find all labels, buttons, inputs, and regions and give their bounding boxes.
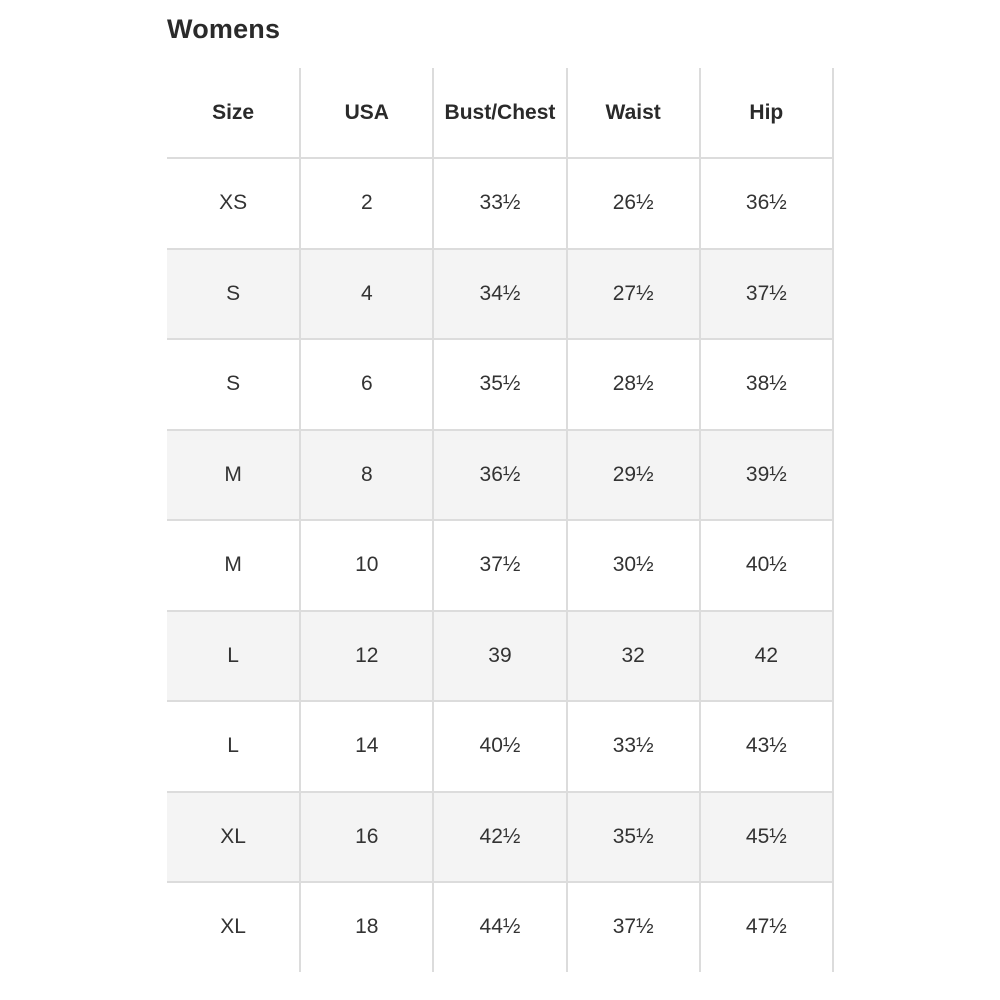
cell-bust-chest: 39	[433, 611, 566, 702]
cell-waist: 27½	[567, 249, 700, 340]
cell-waist: 28½	[567, 339, 700, 430]
header-waist: Waist	[567, 68, 700, 158]
page-title: Womens	[167, 14, 281, 44]
cell-usa: 14	[300, 701, 433, 792]
table-row	[167, 430, 833, 521]
cell-size: M	[167, 430, 300, 521]
cell-usa: 2	[300, 158, 433, 249]
cell-waist: 33½	[567, 701, 700, 792]
cell-waist: 32	[567, 611, 700, 702]
cell-hip: 37½	[700, 249, 833, 340]
cell-waist: 30½	[567, 520, 700, 611]
cell-waist: 35½	[567, 792, 700, 883]
cell-waist: 37½	[567, 882, 700, 972]
cell-size: L	[167, 611, 300, 702]
cell-hip: 39½	[700, 430, 833, 521]
cell-usa: 16	[300, 792, 433, 883]
cell-bust-chest: 37½	[433, 520, 566, 611]
cell-usa: 4	[300, 249, 433, 340]
cell-hip: 40½	[700, 520, 833, 611]
cell-size: S	[167, 339, 300, 430]
cell-hip: 45½	[700, 792, 833, 883]
table-header-row	[167, 68, 833, 158]
cell-bust-chest: 35½	[433, 339, 566, 430]
table-row	[167, 611, 833, 702]
cell-size: XL	[167, 882, 300, 972]
cell-hip: 42	[700, 611, 833, 702]
header-hip: Hip	[700, 68, 833, 158]
cell-hip: 38½	[700, 339, 833, 430]
cell-bust-chest: 36½	[433, 430, 566, 521]
cell-usa: 8	[300, 430, 433, 521]
header-bust-chest: Bust/Chest	[433, 68, 566, 158]
cell-size: XS	[167, 158, 300, 249]
cell-size: XL	[167, 792, 300, 883]
cell-usa: 10	[300, 520, 433, 611]
header-size: Size	[167, 68, 300, 158]
cell-size: S	[167, 249, 300, 340]
cell-hip: 47½	[700, 882, 833, 972]
cell-usa: 18	[300, 882, 433, 972]
table-row	[167, 339, 833, 430]
cell-bust-chest: 44½	[433, 882, 566, 972]
cell-usa: 6	[300, 339, 433, 430]
cell-hip: 43½	[700, 701, 833, 792]
cell-waist: 26½	[567, 158, 700, 249]
header-usa: USA	[300, 68, 433, 158]
table-row	[167, 158, 833, 249]
cell-usa: 12	[300, 611, 433, 702]
cell-waist: 29½	[567, 430, 700, 521]
table-row	[167, 249, 833, 340]
cell-bust-chest: 40½	[433, 701, 566, 792]
table-row	[167, 520, 833, 611]
table-row	[167, 701, 833, 792]
table-row	[167, 882, 833, 972]
cell-size: L	[167, 701, 300, 792]
cell-size: M	[167, 520, 300, 611]
cell-hip: 36½	[700, 158, 833, 249]
cell-bust-chest: 33½	[433, 158, 566, 249]
cell-bust-chest: 34½	[433, 249, 566, 340]
size-chart-table	[167, 68, 834, 972]
table-row	[167, 792, 833, 883]
cell-bust-chest: 42½	[433, 792, 566, 883]
